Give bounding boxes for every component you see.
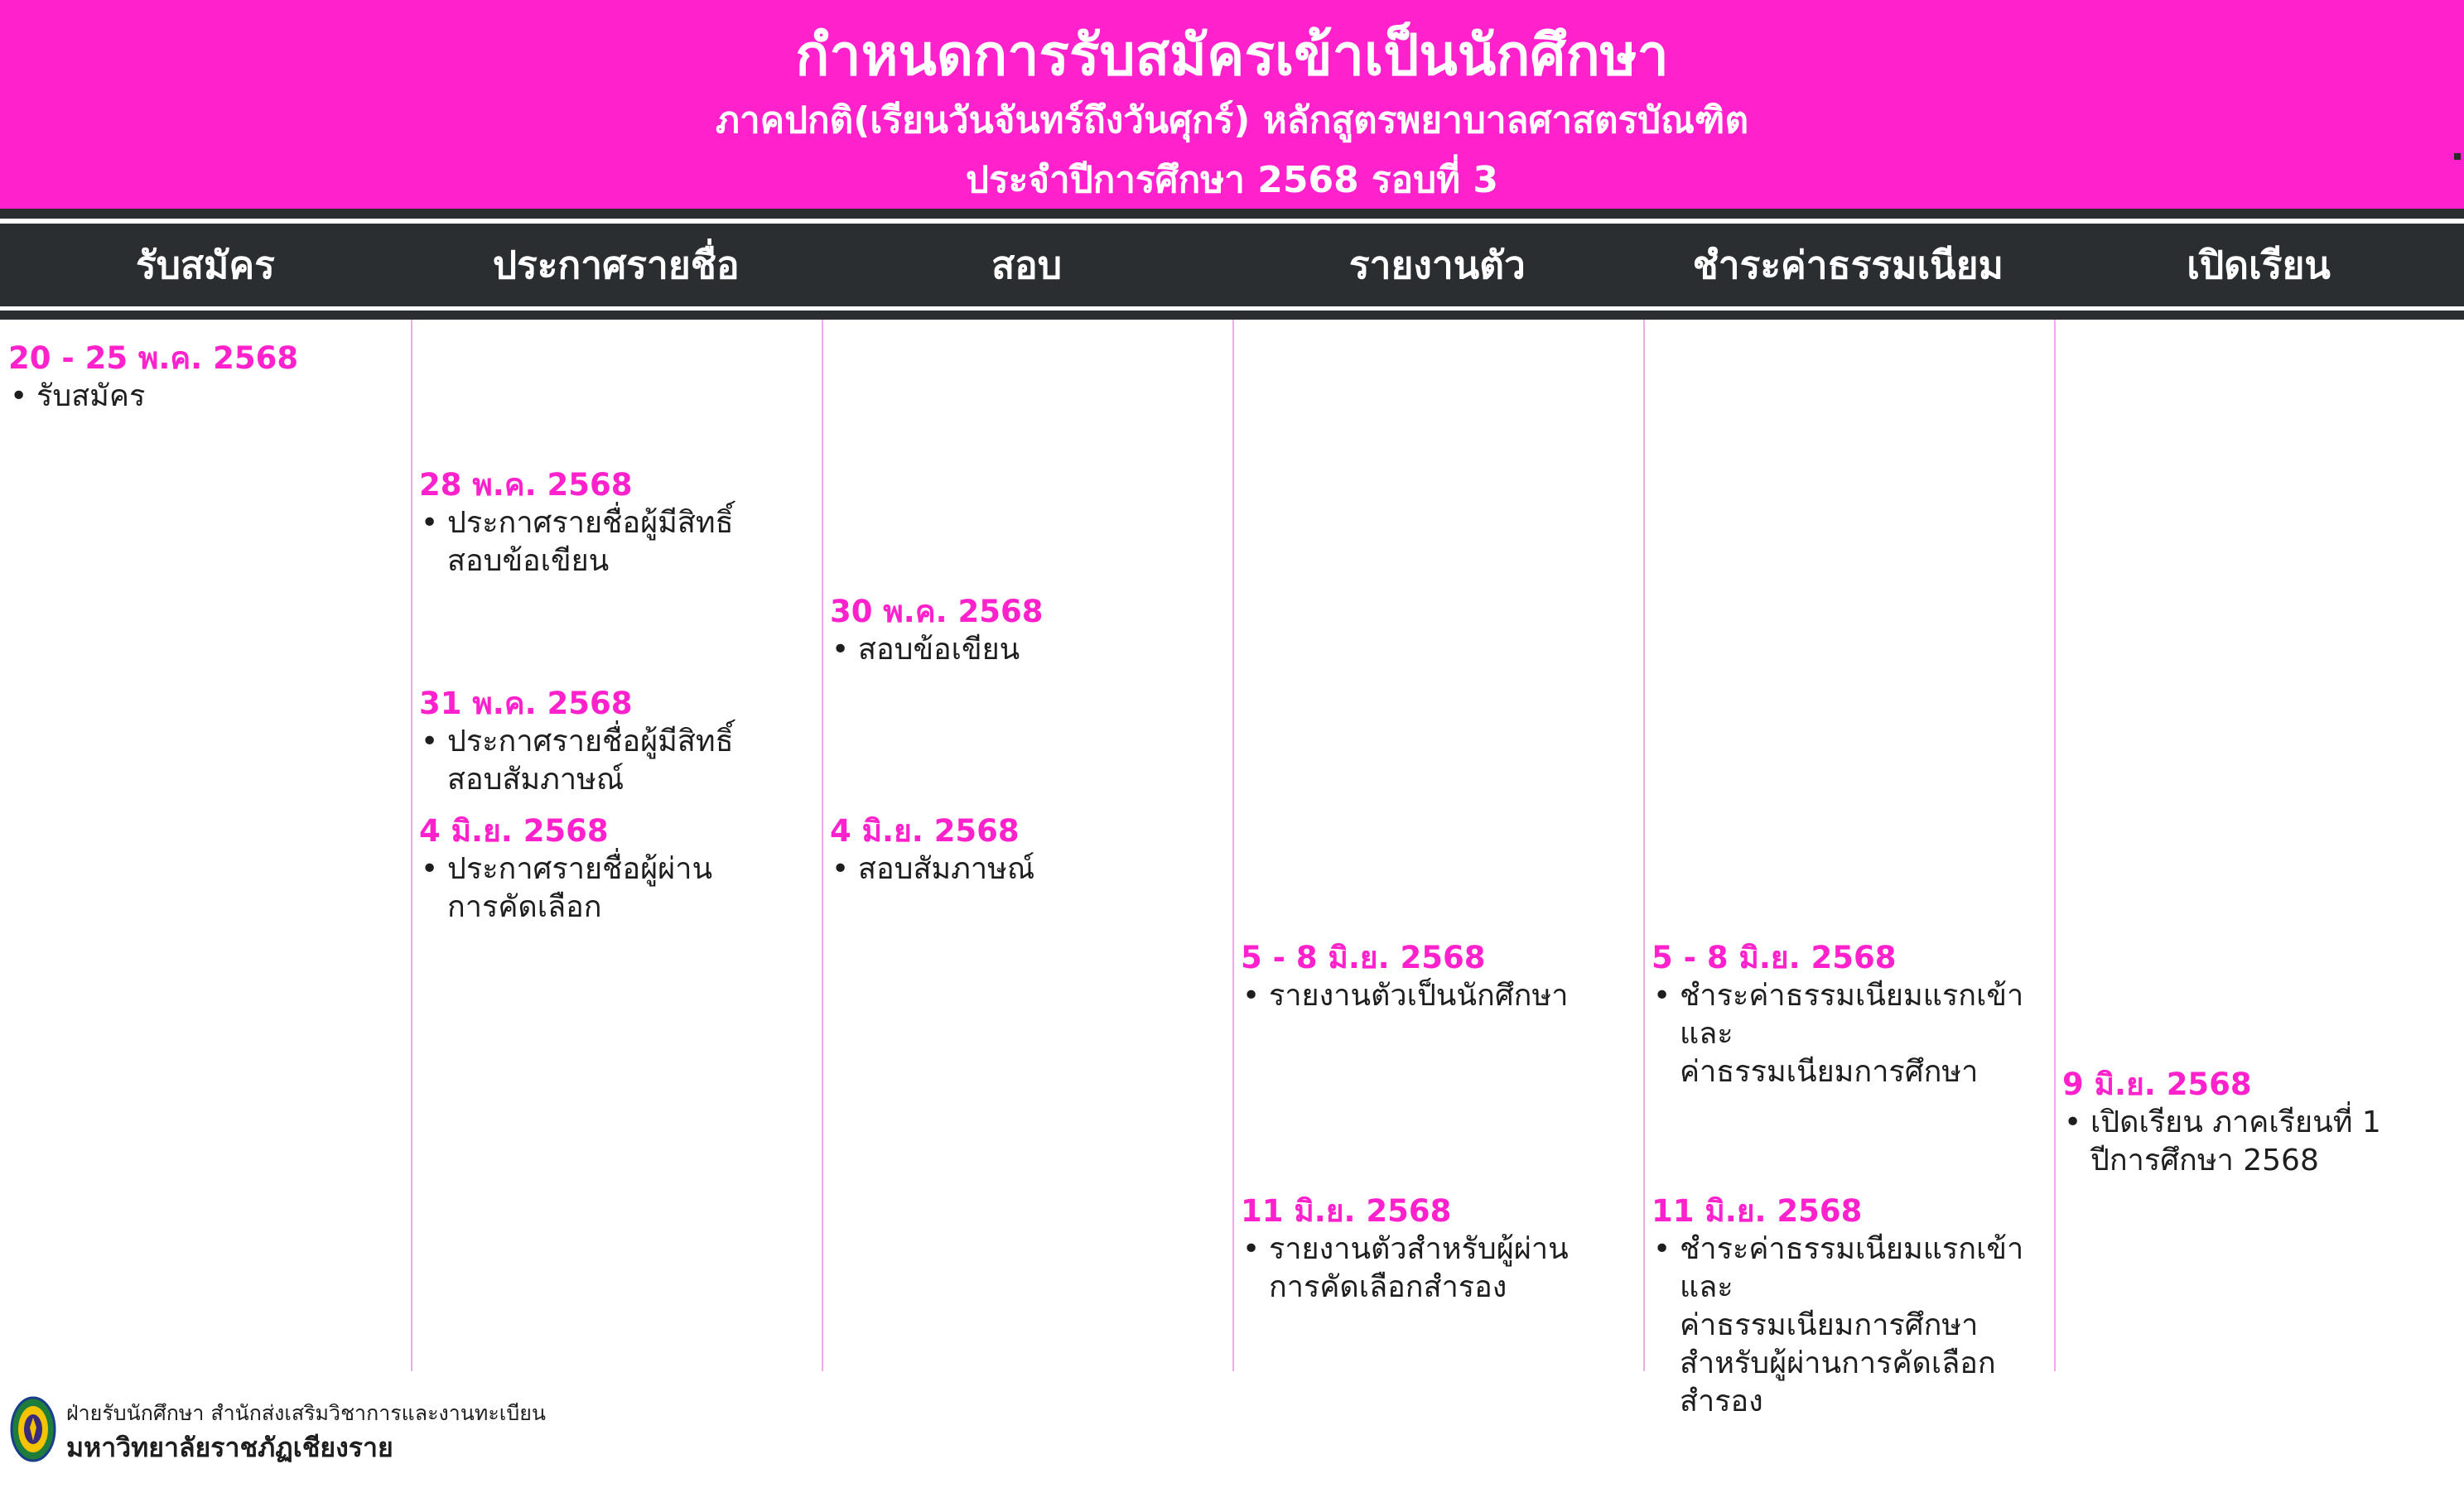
entry-item: • รับสมัคร	[8, 378, 406, 416]
entry-item-continued: การคัดเลือก	[447, 890, 602, 924]
entry-date: 11 มิ.ย. 2568	[1652, 1193, 1863, 1229]
schedule-entry-announce-passed	[419, 812, 817, 927]
schedule-entry-exam-written	[830, 593, 1227, 669]
entry-item-continued: สำหรับผู้ผ่านการคัดเลือก	[1680, 1346, 1996, 1380]
column-header-fee: ชำระค่าธรรมเนียม	[1692, 243, 2004, 287]
entry-item: • รายงานตัวเป็นนักศึกษา	[1241, 977, 1638, 1015]
entry-item: • ประกาศรายชื่อผู้มีสิทธิ์	[419, 504, 817, 542]
page-title: กำหนดการรับสมัครเข้าเป็นนักศึกษา	[795, 23, 1669, 89]
column-divider	[822, 320, 823, 1371]
entry-date: 11 มิ.ย. 2568	[1241, 1193, 1452, 1229]
schedule-entry-exam-interview	[830, 812, 1227, 888]
column-header-announce: ประกาศรายชื่อ	[492, 243, 740, 287]
entry-item: • รายงานตัวสำหรับผู้ผ่าน	[1241, 1230, 1638, 1269]
column-divider	[1643, 320, 1645, 1371]
entry-date: 5 - 8 มิ.ย. 2568	[1652, 940, 1897, 975]
schedule-entry-report-reserve	[1241, 1192, 1638, 1307]
corner-mark	[2454, 153, 2461, 160]
column-header-apply: รับสมัคร	[136, 243, 275, 287]
entry-date: 30 พ.ค. 2568	[830, 594, 1044, 629]
university-seal-icon	[10, 1396, 56, 1462]
entry-item-continued: การคัดเลือกสำรอง	[1269, 1270, 1507, 1304]
page-subtitle-round: ประจำปีการศึกษา 2568 รอบที่ 3	[966, 159, 1498, 201]
page-subtitle: ภาคปกติ(เรียนวันจันทร์ถึงวันศุกร์) หลักสูตรพยาบาลศาสตรบัณฑิต	[715, 99, 1749, 142]
header-band-bottom-line	[0, 311, 2464, 320]
column-divider	[2054, 320, 2056, 1371]
entry-item: • เปิดเรียน ภาคเรียนที่ 1	[2062, 1104, 2460, 1142]
schedule-entry-report	[1241, 939, 1638, 1015]
entry-item-continued: ค่าธรรมเนียมการศึกษา	[1680, 1055, 1979, 1089]
entry-date: 9 มิ.ย. 2568	[2062, 1067, 2252, 1102]
entry-date: 28 พ.ค. 2568	[419, 467, 633, 503]
schedule-entry-apply	[8, 339, 406, 416]
schedule-entry-announce-interview	[419, 685, 817, 799]
column-header-report: รายงานตัว	[1348, 243, 1526, 287]
entry-item: • ประกาศรายชื่อผู้มีสิทธิ์	[419, 723, 817, 761]
column-header-exam: สอบ	[991, 243, 1063, 287]
entry-item: • ชำระค่าธรรมเนียมแรกเข้าและ	[1652, 977, 2049, 1053]
entry-item-continued: ปีการศึกษา 2568	[2090, 1144, 2319, 1177]
column-header-band	[0, 224, 2464, 306]
entry-date: 5 - 8 มิ.ย. 2568	[1241, 940, 1486, 975]
column-divider	[411, 320, 412, 1371]
entry-item: • ประกาศรายชื่อผู้ผ่าน	[419, 850, 817, 888]
column-header-open: เปิดเรียน	[2187, 243, 2331, 287]
entry-date: 4 มิ.ย. 2568	[830, 813, 1020, 849]
entry-item: • สอบข้อเขียน	[830, 631, 1227, 669]
schedule-entry-fee	[1652, 939, 2049, 1091]
entry-date: 4 มิ.ย. 2568	[419, 813, 609, 849]
footer-department: ฝ่ายรับนักศึกษา สำนักส่งเสริมวิชาการและงานทะเบียน	[66, 1401, 546, 1425]
schedule-entry-open	[2062, 1066, 2460, 1180]
entry-date: 31 พ.ค. 2568	[419, 686, 633, 721]
schedule-entry-fee-reserve	[1652, 1192, 2049, 1421]
entry-item-continued: สำรอง	[1680, 1384, 1763, 1418]
column-divider	[1232, 320, 1234, 1371]
entry-item-continued: สอบสัมภาษณ์	[447, 763, 624, 797]
entry-item: • สอบสัมภาษณ์	[830, 850, 1227, 888]
entry-item-continued: สอบข้อเขียน	[447, 544, 610, 578]
entry-date: 20 - 25 พ.ค. 2568	[8, 340, 299, 376]
header-band-top-line	[0, 209, 2464, 219]
footer-university: มหาวิทยาลัยราชภัฏเชียงราย	[66, 1432, 393, 1463]
entry-item-continued: ค่าธรรมเนียมการศึกษา	[1680, 1308, 1979, 1342]
entry-item: • ชำระค่าธรรมเนียมแรกเข้าและ	[1652, 1230, 2049, 1307]
schedule-entry-announce-written	[419, 466, 817, 580]
page-header	[0, 0, 2464, 209]
